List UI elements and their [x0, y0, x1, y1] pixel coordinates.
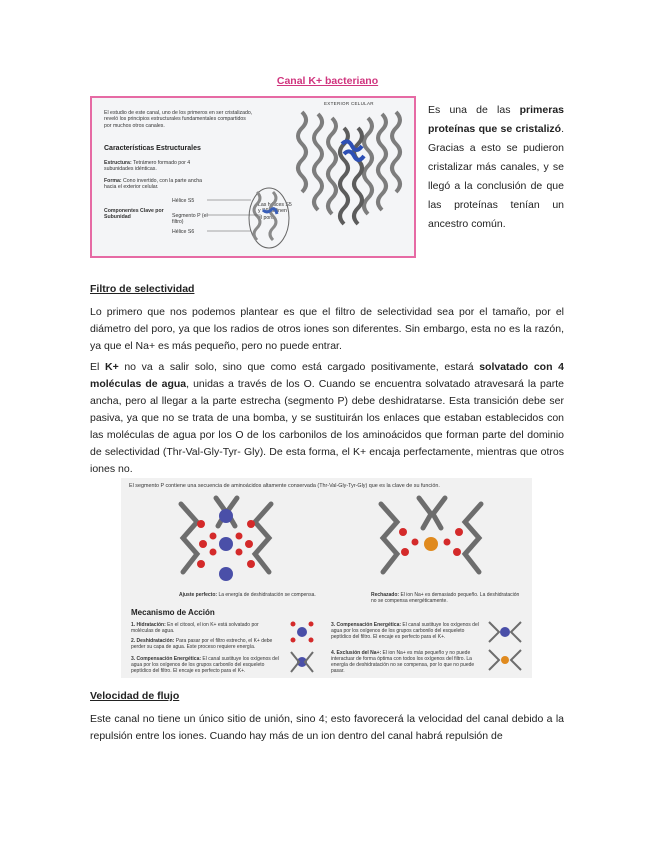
componentes-label: Componentes Clave por Subunidad: [104, 208, 164, 221]
caption-rejected: Rechazado: El ion Na+ es demasiado pequeño. La deshidratación no se compensa energéticamente.: [371, 592, 520, 604]
figure-heading: Características Estructurales: [104, 145, 201, 152]
step-hydration: 1. Hidratación: En el citosol, el ion K+ está solvatado por moléculas de agua.: [131, 622, 259, 634]
paragraph-filtro-2: El K+ no va a salir solo, sino que como está cargado positivamente, estará solvatado con 4 moléculas de agua, unidas a través de los O. Cuando se encuentra solvatado atravesará la parte ancha, pero al llegar a la parte estrecha (segmento P) debe deshidratarse. Esta transición debe ser pasiva, ya que no se trata de una bomba, y se sustituirán los enlaces que estaban establecidos con las moléculas de agua por los O de los carbonilos de los aminoácidos que forman parte del dominio de selectividad (Thr-Val-Gly-Tyr- Gly). De esta forma, el K+ encaja perfectamente, mientras que otros iones no.: [90, 361, 564, 475]
step-compensation: 3. Compensación Energética: El canal sustituye los oxígenos del agua por los oxígenos de los grupos carbonilo del esqueleto peptídico del filtro. El encaje es perfecto para el K+.: [131, 656, 279, 674]
step-na-exclusion: 4. Exclusión del Na+: El ion Na+ es más pequeño y no puede interactuar de forma óptima con todos los oxígenos del filtro. La energía de deshidratación no se compensa, por lo que no puede pasar.: [331, 650, 475, 674]
k-na-comparison-icon: [483, 618, 527, 674]
figure-intro-text: El estudio de este canal, uno de los primeros en ser cristalizado, reveló los principios estructurales fundamentales compartidos por muchos otros canales.: [104, 110, 253, 129]
paragraph-velocidad: Este canal no tiene un único sitio de unión, sino 4; esto favorecerá la velocidad del canal debido a la repulsión entre los iones. Cuando hay más de un ion dentro del canal habrá repulsión de: [90, 713, 564, 742]
k-ion-filter-diagram: [161, 494, 291, 589]
side-paragraph: Es una de las primeras proteínas que se cristalizó. Gracias a esto se pudieron cristalizar más canales, y se llegó a la conclusión de que las proteínas tenían un ancestro común.: [428, 104, 564, 230]
helices-note: Las hélices S5 y S6 definen el poro.: [258, 202, 292, 221]
na-ion-filter-diagram: [361, 494, 501, 589]
mechanism-heading: Mecanismo de Acción: [131, 608, 215, 617]
tetramer-channel-diagram: [288, 108, 412, 248]
helice-s5-label: Hélice S5: [172, 198, 195, 204]
step-energy-compensation: 3. Compensación Energética: El canal sustituye los oxígenos del agua por los oxígenos de los grupos carbonilo del esqueleto peptídico del filtro. El encaje es perfecto para el K+.: [331, 622, 479, 640]
subunit-helix-diagram: [207, 184, 297, 252]
estructura-note: Estructura: Tetrámero formado por 4 subunidades idénticas.: [104, 160, 191, 173]
document-title: Canal K+ bacteriano: [276, 75, 379, 87]
caption-perfect-fit: Ajuste perfecto: La energía de deshidratación se compensa.: [179, 592, 316, 598]
segmento-p-label: Segmento P (el filtro): [172, 213, 208, 226]
figure2-top-caption: El segmento P contiene una secuencia de aminoácidos altamente conservada (Thr-Val-Gly-Tyr-Gly) que es la clave de su función.: [129, 483, 440, 489]
hydrated-k-icon: [287, 618, 317, 674]
paragraph-filtro-1: Lo primero que nos podemos plantear es que el filtro de selectividad sea por el tamaño, por el diámetro del poro, ya que los radios de otros iones son diferentes. Sin embargo, esta no es la razón, ya que el Na+ es más pequeño, pero no puede entrar.: [90, 306, 564, 352]
section-heading-velocidad: Velocidad de flujo: [90, 690, 180, 702]
channel-structure-figure: [90, 96, 416, 258]
exterior-label: EXTERIOR CELULAR: [324, 101, 374, 106]
selectivity-filter-figure: [121, 478, 532, 678]
forma-note: Forma: Cono invertido, con la parte ancha hacia el exterior celular.: [104, 178, 203, 191]
section-heading-filtro: Filtro de selectividad: [90, 283, 195, 295]
step-dehydration: 2. Deshidratación: Para pasar por el filtro estrecho, el K+ debe perder su capa de agua. Este proceso requiere energía.: [131, 638, 273, 650]
helice-s6-label: Hélice S6: [172, 229, 195, 235]
